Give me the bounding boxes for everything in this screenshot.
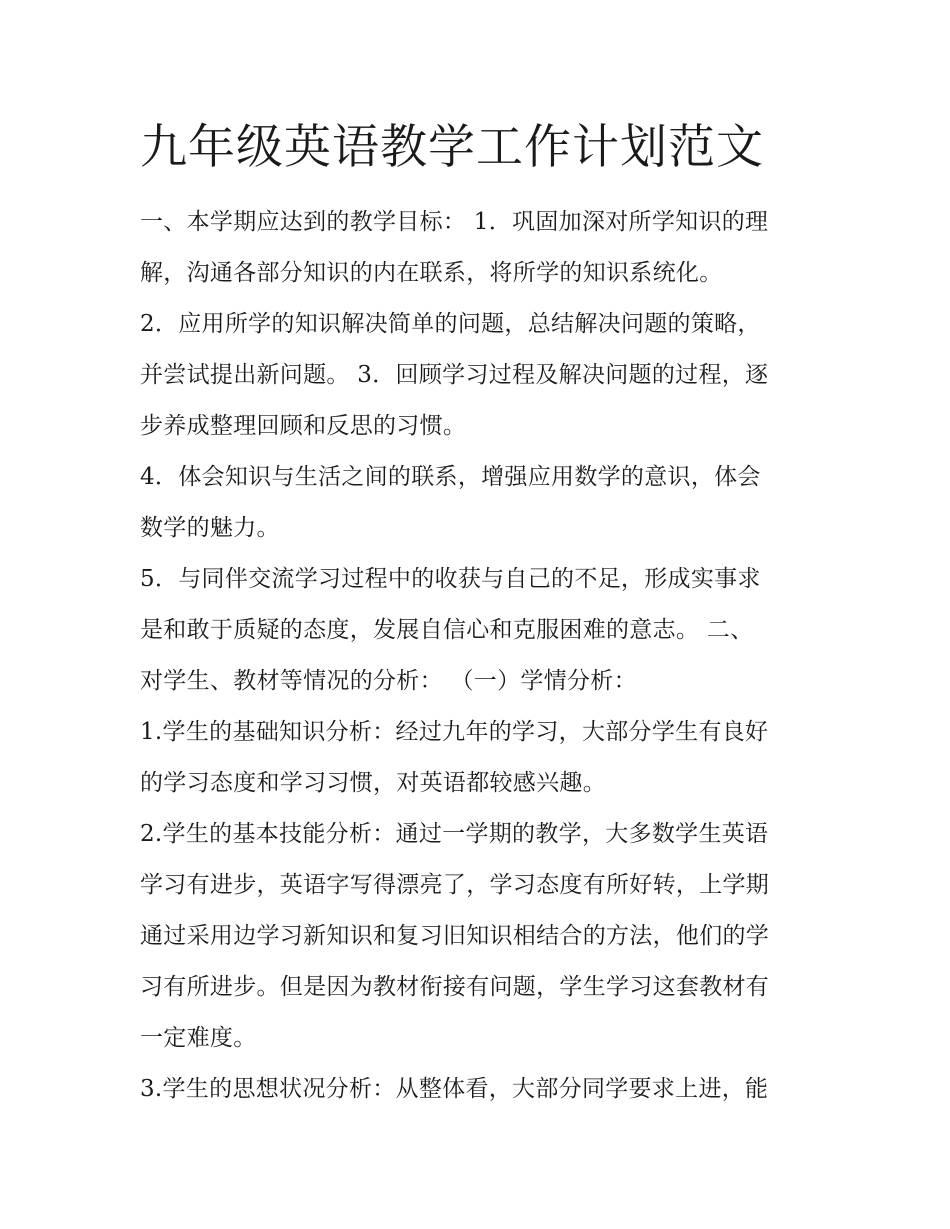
- body-line: 并尝试提出新问题。 3．回顾学习过程及解决问题的过程，逐: [140, 362, 769, 388]
- body-line: 4．体会知识与生活之间的联系，增强应用数学的意识，体会: [140, 464, 761, 490]
- body-line: 5．与同伴交流学习过程中的收获与自己的不足，形成实事求: [140, 566, 761, 592]
- body-line: 解，沟通各部分知识的内在联系，将所学的知识系统化。: [140, 260, 723, 286]
- body-line: 对学生、教材等情况的分析： （一）学情分析：: [140, 668, 637, 694]
- body-line: 2.学生的基本技能分析：通过一学期的教学，大多数学生英语: [140, 821, 769, 847]
- body-line: 数学的魅力。: [140, 515, 280, 541]
- body-line: 2．应用所学的知识解决简单的问题，总结解决问题的策略，: [140, 311, 761, 337]
- body-line: 1.学生的基础知识分析：经过九年的学习，大部分学生有良好: [140, 719, 769, 745]
- body-line: 一、本学期应达到的教学目标： 1．巩固加深对所学知识的理: [140, 209, 769, 235]
- body-line: 3.学生的思想状况分析：从整体看，大部分同学要求上进，能: [140, 1076, 769, 1102]
- body-line: 的学习态度和学习习惯，对英语都较感兴趣。: [140, 770, 606, 796]
- body-line: 一定难度。: [140, 1025, 257, 1051]
- body-line: 习有所进步。但是因为教材衔接有问题，学生学习这套教材有: [140, 974, 770, 1000]
- document-title: 九年级英语教学工作计划范文: [140, 120, 764, 175]
- body-line: 步养成整理回顾和反思的习惯。: [140, 413, 467, 439]
- body-line: 通过采用边学习新知识和复习旧知识相结合的方法，他们的学: [140, 923, 770, 949]
- body-line: 学习有进步，英语字写得漂亮了，学习态度有所好转，上学期: [140, 872, 770, 898]
- body-line: 是和敢于质疑的态度，发展自信心和克服困难的意志。 二、: [140, 617, 754, 643]
